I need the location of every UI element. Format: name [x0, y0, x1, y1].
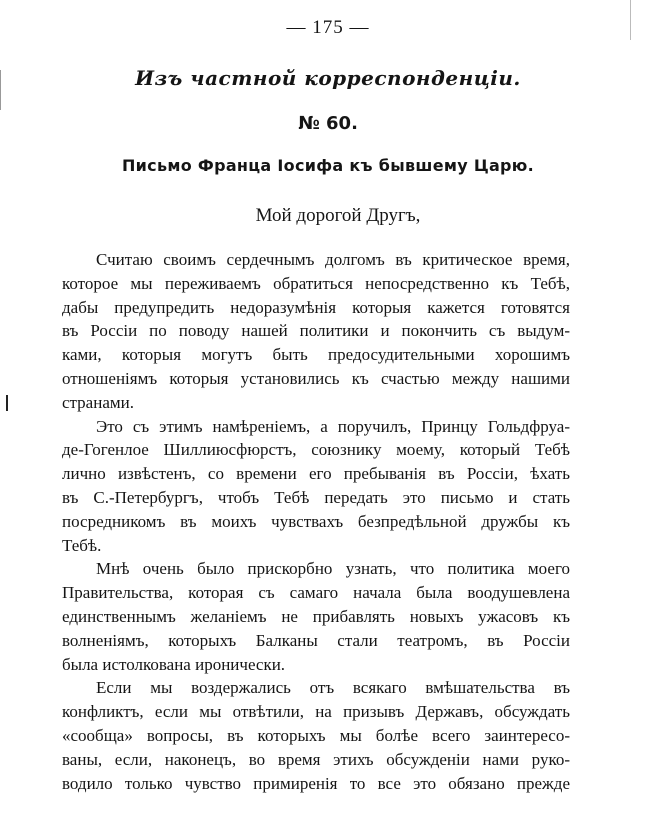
document-number: № 60.: [298, 113, 358, 134]
text-line: была истолкована иронически.: [62, 654, 286, 674]
margin-scan-mark: [6, 395, 8, 411]
text-line: ками, которыя могутъ быть предосудительными хорошимъ: [62, 345, 570, 365]
text-line: единственнымъ желаніемъ не прибавлять новыхъ ужасовъ къ: [62, 606, 570, 626]
text-line: водило только чувство примиренія то все это обязано прежде: [62, 773, 570, 793]
text-line: Это съ этимъ намѣреніемъ, а поручилъ, Принцу Гольдфруа-: [96, 416, 570, 436]
text-line: которое мы переживаемъ обратиться непосредственно къ Тебѣ,: [62, 273, 570, 293]
text-line: конфликтъ, если мы отвѣтили, на призывъ Державъ, обсуждать: [62, 702, 570, 722]
text-line: Правительства, которая съ самаго начала была воодушевлена: [62, 583, 570, 603]
text-line: де-Гогенлое Шиллиюсфюрстъ, союзнику моему, который Тебѣ: [62, 440, 570, 460]
text-line: Мнѣ очень было прискорбно узнать, что политика моего: [96, 559, 570, 579]
text-line: отношеніямъ которыя установились къ счастью между нашими: [62, 368, 570, 388]
text-line: Тебѣ.: [62, 535, 102, 555]
section-title: Изъ частной корреспонденціи.: [135, 66, 521, 90]
text-line: въ Россіи по поводу нашей политики и покончить съ выдум-: [62, 321, 570, 341]
margin-scan-mark: [0, 70, 1, 110]
text-line: «сообща» вопросы, въ которыхъ мы болѣе всего заинтересо-: [62, 725, 570, 745]
text-line: въ С.-Петербургъ, чтобъ Тебѣ передать это письмо и стать: [62, 487, 570, 507]
letter-body: [62, 248, 570, 795]
text-line: странами.: [62, 392, 134, 412]
salutation: Мой дорогой Другъ,: [255, 205, 421, 226]
page-number: — 175 —: [286, 17, 370, 38]
text-line: ваны, если, наконецъ, во время этихъ обсужденіи нами руко-: [62, 749, 570, 769]
letter-title: Письмо Франца Іосифа къ бывшему Царю.: [121, 156, 535, 175]
margin-scan-mark: [630, 0, 631, 40]
text-line: дабы предупредить недоразумѣнія которыя кажется готовятся: [62, 297, 570, 317]
text-line: Если мы воздержались отъ всякаго вмѣшательства въ: [96, 678, 570, 698]
text-line: волненіямъ, которыхъ Балканы стали театромъ, въ Россіи: [62, 630, 570, 650]
text-line: посредникомъ въ моихъ чувствахъ безпредѣльной дружбы къ: [62, 511, 570, 531]
text-line: Считаю своимъ сердечнымъ долгомъ въ критическое время,: [96, 250, 570, 269]
text-line: лично извѣстенъ, со времени его пребыванія въ Россіи, ѣхать: [62, 464, 570, 484]
